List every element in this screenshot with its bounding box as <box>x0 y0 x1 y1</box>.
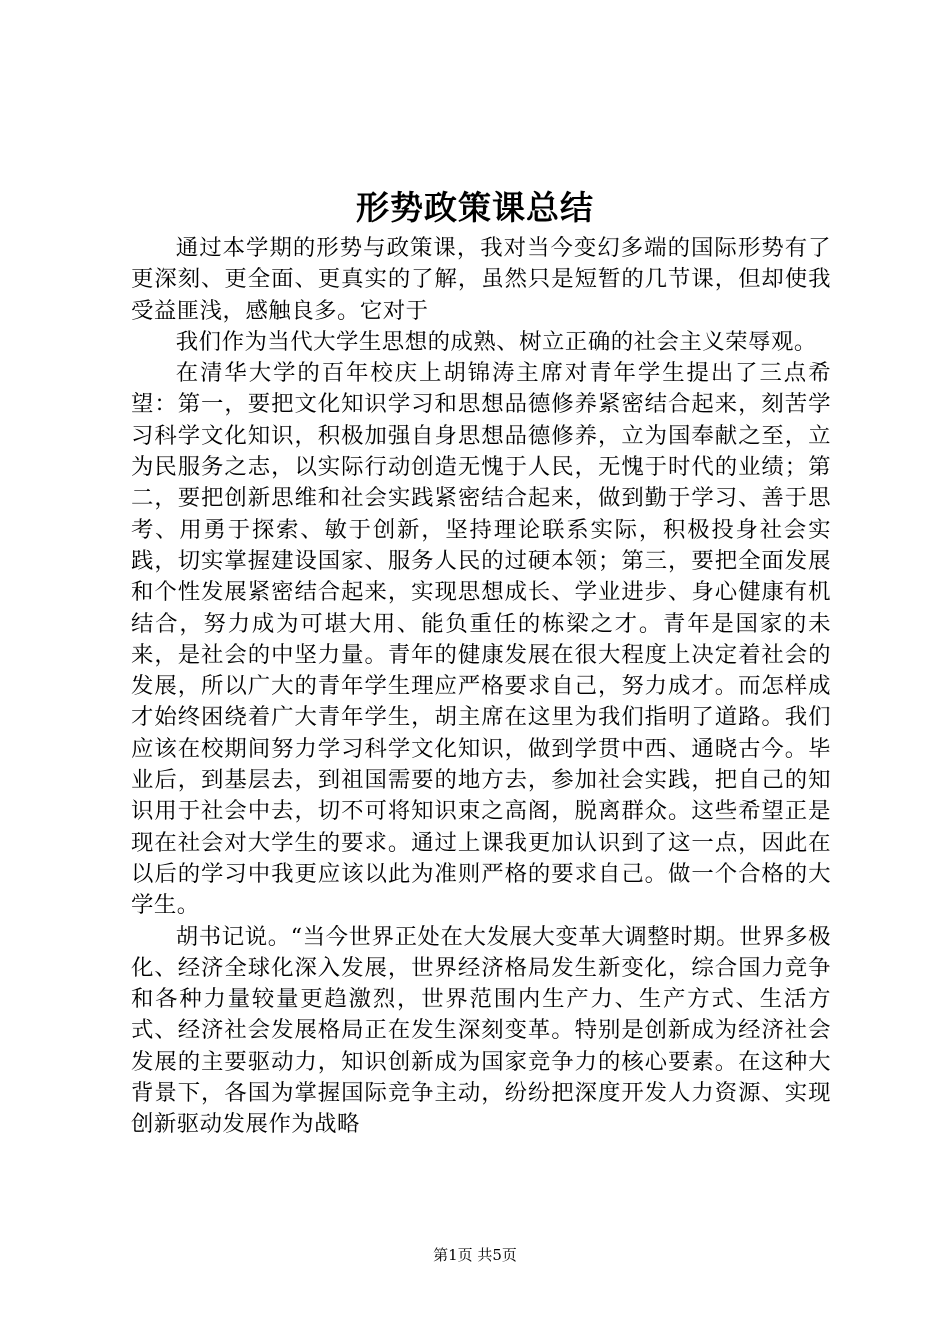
page-indicator: 第1页 共5页 <box>433 1246 517 1264</box>
page-footer <box>0 1245 950 1265</box>
paragraph-three-hopes: 在清华大学的百年校庆上胡锦涛主席对青年学生提出了三点希望：第一，要把文化知识学习和思想品德修养紧密结合起来，刻苦学习科学文化知识，积极加强自身思想品德修养，立为国奉献之至，立为民服务之志，以实际行动创造无愧于人民，无愧于时代的业绩；第二，要把创新思维和社会实践紧密结合起来，做到勤于学习、善于思考、用勇于探索、敏于创新，坚持理论联系实际，积极投身社会实践，切实掌握建设国家、服务人民的过硬本领；第三，要把全面发展和个性发展紧密结合起来，实现思想成长、学业进步、身心健康有机结合，努力成为可堪大用、能负重任的栋梁之才。青年是国家的未来，是社会的中坚力量。青年的健康发展在很大程度上决定着社会的发展，所以广大的青年学生理应严格要求自己，努力成才。而怎样成才始终困绕着广大青年学生，胡主席在这里为我们指明了道路。我们应该在校期间努力学习科学文化知识，做到学贯中西、通晓古今。毕业后，到基层去，到祖国需要的地方去，参加社会实践，把自己的知识用于社会中去，切不可将知识束之高阁，脱离群众。这些希望正是现在社会对大学生的要求。通过上课我更加认识到了这一点，因此在以后的学习中我更应该以此为准则严格的要求自己。做一个合格的大学生。 <box>131 360 831 919</box>
paragraph-world-situation: 胡书记说。“当今世界正处在大发展大变革大调整时期。世界多极化、经济全球化深入发展，世界经济格局发生新变化，综合国力竞争和各种力量较量更趋激烈，世界范围内生产力、生产方式、生活方式、经济社会发展格局正在发生深刻变革。特别是创新成为经济社会发展的主要驱动力，知识创新成为国家竞争力的核心要素。在这种大背景下，各国为掌握国际竞争主动，纷纷把深度开发人力资源、实现创新驱动发展作为战略 <box>131 923 831 1138</box>
paragraph-values: 我们作为当代大学生思想的成熟、树立正确的社会主义荣辱观。 <box>175 328 817 355</box>
document-title: 形势政策课总结 <box>356 188 594 227</box>
paragraph-intro: 通过本学期的形势与政策课，我对当今变幻多端的国际形势有了更深刻、更全面、更真实的了解，虽然只是短暂的几节课，但却使我受益匪浅，感触良多。它对于 <box>131 235 831 324</box>
document-body <box>131 233 831 1141</box>
